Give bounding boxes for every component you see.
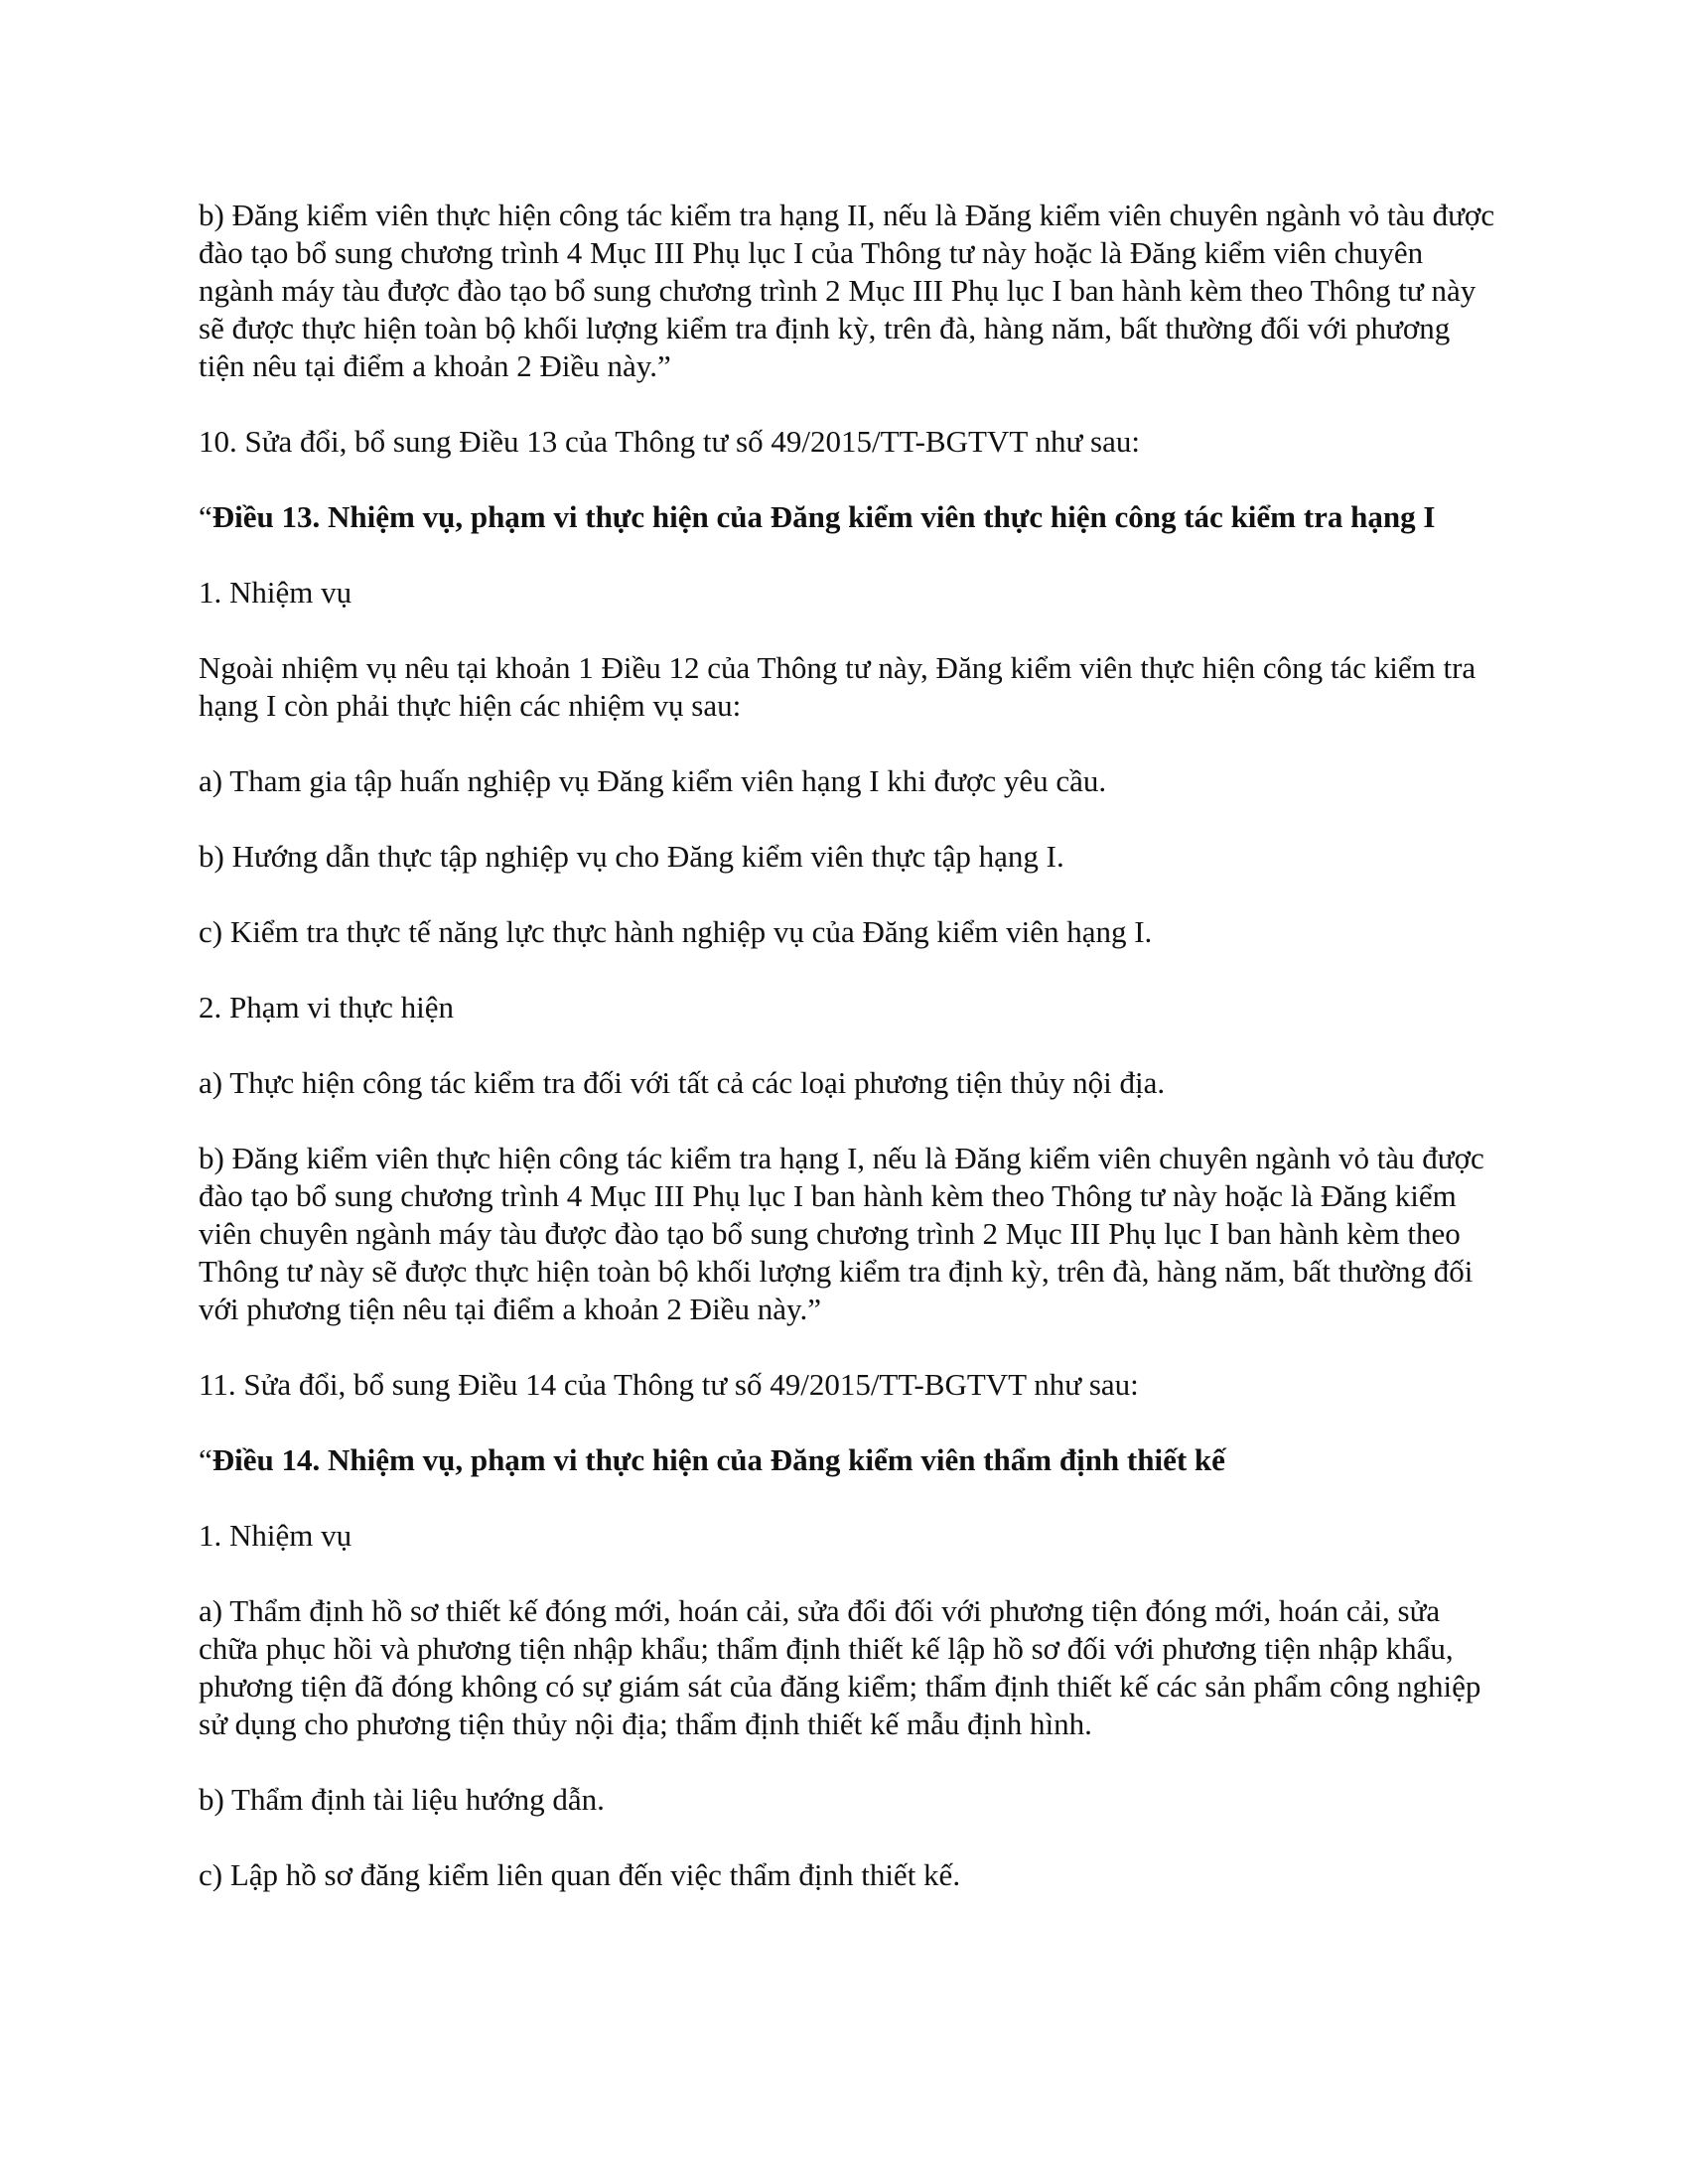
opening-quote: “	[199, 499, 212, 534]
article-heading-text: Điều 13. Nhiệm vụ, phạm vi thực hiện của Đăng kiểm viên thực hiện công tác kiểm tra hạng I	[211, 499, 1436, 534]
paragraph: a) Thẩm định hồ sơ thiết kế đóng mới, hoán cải, sửa đổi đối với phương tiện đóng mới, hoán cải, sửa chữa phục hồi và phương tiện nhập khẩu; thẩm định thiết kế lập hồ sơ đối với phương tiện nhập khẩu, phương tiện đã đóng không có sự giám sát của đăng kiểm; thẩm định thiết kế các sản phẩm công nghiệp sử dụng cho phương tiện thủy nội địa; thẩm định thiết kế mẫu định hình.	[199, 1593, 1481, 1741]
paragraph: 11. Sửa đổi, bổ sung Điều 14 của Thông tư số 49/2015/TT-BGTVT như sau:	[199, 1367, 1139, 1402]
opening-quote: “	[199, 1442, 212, 1477]
article-heading	[199, 498, 1499, 536]
paragraph: a) Tham gia tập huấn nghiệp vụ Đăng kiểm viên hạng I khi được yêu cầu.	[199, 763, 1107, 798]
paragraph: 10. Sửa đổi, bổ sung Điều 13 của Thông tư số 49/2015/TT-BGTVT như sau:	[199, 424, 1140, 459]
document-page	[199, 197, 1499, 1932]
paragraph: b) Hướng dẫn thực tập nghiệp vụ cho Đăng kiểm viên thực tập hạng I.	[199, 839, 1064, 874]
paragraph: b) Đăng kiểm viên thực hiện công tác kiểm tra hạng II, nếu là Đăng kiểm viên chuyên ngành vỏ tàu được đào tạo bổ sung chương trình 4 Mục III Phụ lục I của Thông tư này hoặc là Đăng kiểm viên chuyên ngành máy tàu được đào tạo bổ sung chương trình 2 Mục III Phụ lục I ban hành kèm theo Thông tư này sẽ được thực hiện toàn bộ khối lượng kiểm tra định kỳ, trên đà, hàng năm, bất thường đối với phương tiện nêu tại điểm a khoản 2 Điều này.”	[199, 198, 1495, 383]
paragraph: b) Đăng kiểm viên thực hiện công tác kiểm tra hạng I, nếu là Đăng kiểm viên chuyên ngành vỏ tàu được đào tạo bổ sung chương trình 4 Mục III Phụ lục I ban hành kèm theo Thông tư này hoặc là Đăng kiểm viên chuyên ngành máy tàu được đào tạo bổ sung chương trình 2 Mục III Phụ lục I ban hành kèm theo Thông tư này sẽ được thực hiện toàn bộ khối lượng kiểm tra định kỳ, trên đà, hàng năm, bất thường đối với phương tiện nêu tại điểm a khoản 2 Điều này.”	[199, 1141, 1484, 1326]
paragraph: a) Thực hiện công tác kiểm tra đối với tất cả các loại phương tiện thủy nội địa.	[199, 1065, 1166, 1100]
paragraph: 2. Phạm vi thực hiện	[199, 990, 455, 1024]
paragraph: c) Lập hồ sơ đăng kiểm liên quan đến việc thẩm định thiết kế.	[199, 1857, 961, 1892]
paragraph: 1. Nhiệm vụ	[199, 575, 352, 610]
paragraph: c) Kiểm tra thực tế năng lực thực hành nghiệp vụ của Đăng kiểm viên hạng I.	[199, 914, 1153, 949]
paragraph: b) Thẩm định tài liệu hướng dẫn.	[199, 1782, 605, 1817]
article-heading-text: Điều 14. Nhiệm vụ, phạm vi thực hiện của Đăng kiểm viên thẩm định thiết kế	[211, 1442, 1225, 1477]
article-heading	[199, 1441, 1499, 1479]
paragraph: 1. Nhiệm vụ	[199, 1518, 352, 1553]
paragraph: Ngoài nhiệm vụ nêu tại khoản 1 Điều 12 của Thông tư này, Đăng kiểm viên thực hiện công tác kiểm tra hạng I còn phải thực hiện các nhiệm vụ sau:	[199, 650, 1477, 723]
